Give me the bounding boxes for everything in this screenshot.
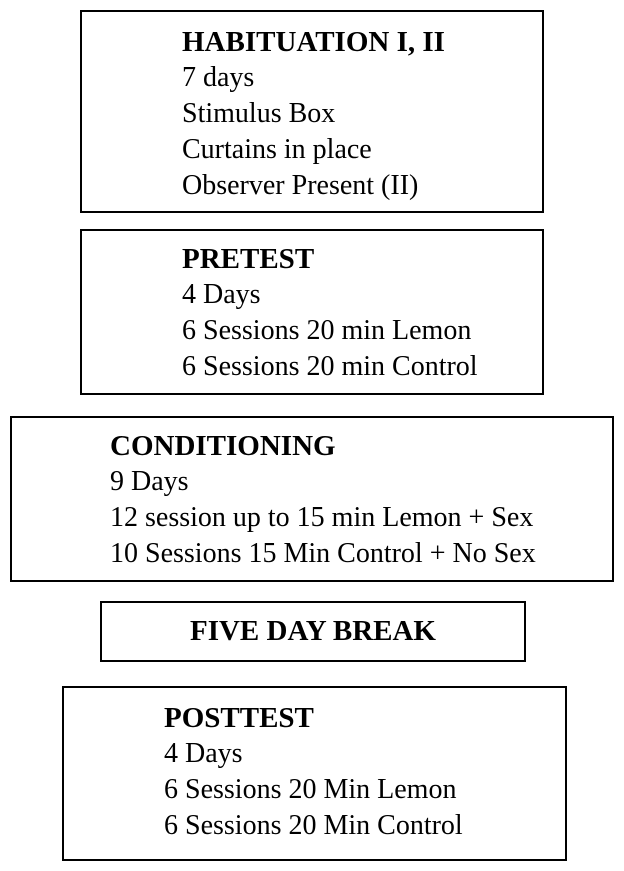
stage-content xyxy=(164,700,463,844)
stage-content xyxy=(102,613,524,649)
stage-box-posttest xyxy=(62,686,567,861)
stage-detail-line: 12 session up to 15 min Lemon + Sex xyxy=(110,502,534,533)
stage-detail-line: 4 Days xyxy=(164,738,243,769)
stage-content xyxy=(110,428,536,572)
stage-content xyxy=(182,241,478,385)
stage-detail-line: 6 Sessions 20 Min Lemon xyxy=(164,774,457,805)
stage-title: POSTTEST xyxy=(164,702,314,734)
stage-detail-line: 6 Sessions 20 min Control xyxy=(182,351,478,382)
stage-content xyxy=(182,24,445,204)
stage-detail-line: 9 Days xyxy=(110,466,189,497)
stage-box-break xyxy=(100,601,526,662)
stage-box-pretest xyxy=(80,229,544,395)
stage-detail-line: Observer Present (II) xyxy=(182,170,419,201)
stage-title: FIVE DAY BREAK xyxy=(189,615,436,647)
stage-detail-line: 6 Sessions 20 Min Control xyxy=(164,810,463,841)
stage-detail-line: 6 Sessions 20 min Lemon xyxy=(182,315,472,346)
stage-detail-line: Curtains in place xyxy=(182,134,372,165)
stage-detail-line: 10 Sessions 15 Min Control + No Sex xyxy=(110,538,536,569)
stage-box-conditioning xyxy=(10,416,614,582)
stage-detail-line: 4 Days xyxy=(182,279,261,310)
stage-detail-line: Stimulus Box xyxy=(182,98,336,129)
stage-title: PRETEST xyxy=(182,243,315,275)
stage-title: CONDITIONING xyxy=(110,430,336,462)
stage-title: HABITUATION I, II xyxy=(182,26,445,58)
stage-box-habituation xyxy=(80,10,544,213)
stage-detail-line: 7 days xyxy=(182,62,255,93)
